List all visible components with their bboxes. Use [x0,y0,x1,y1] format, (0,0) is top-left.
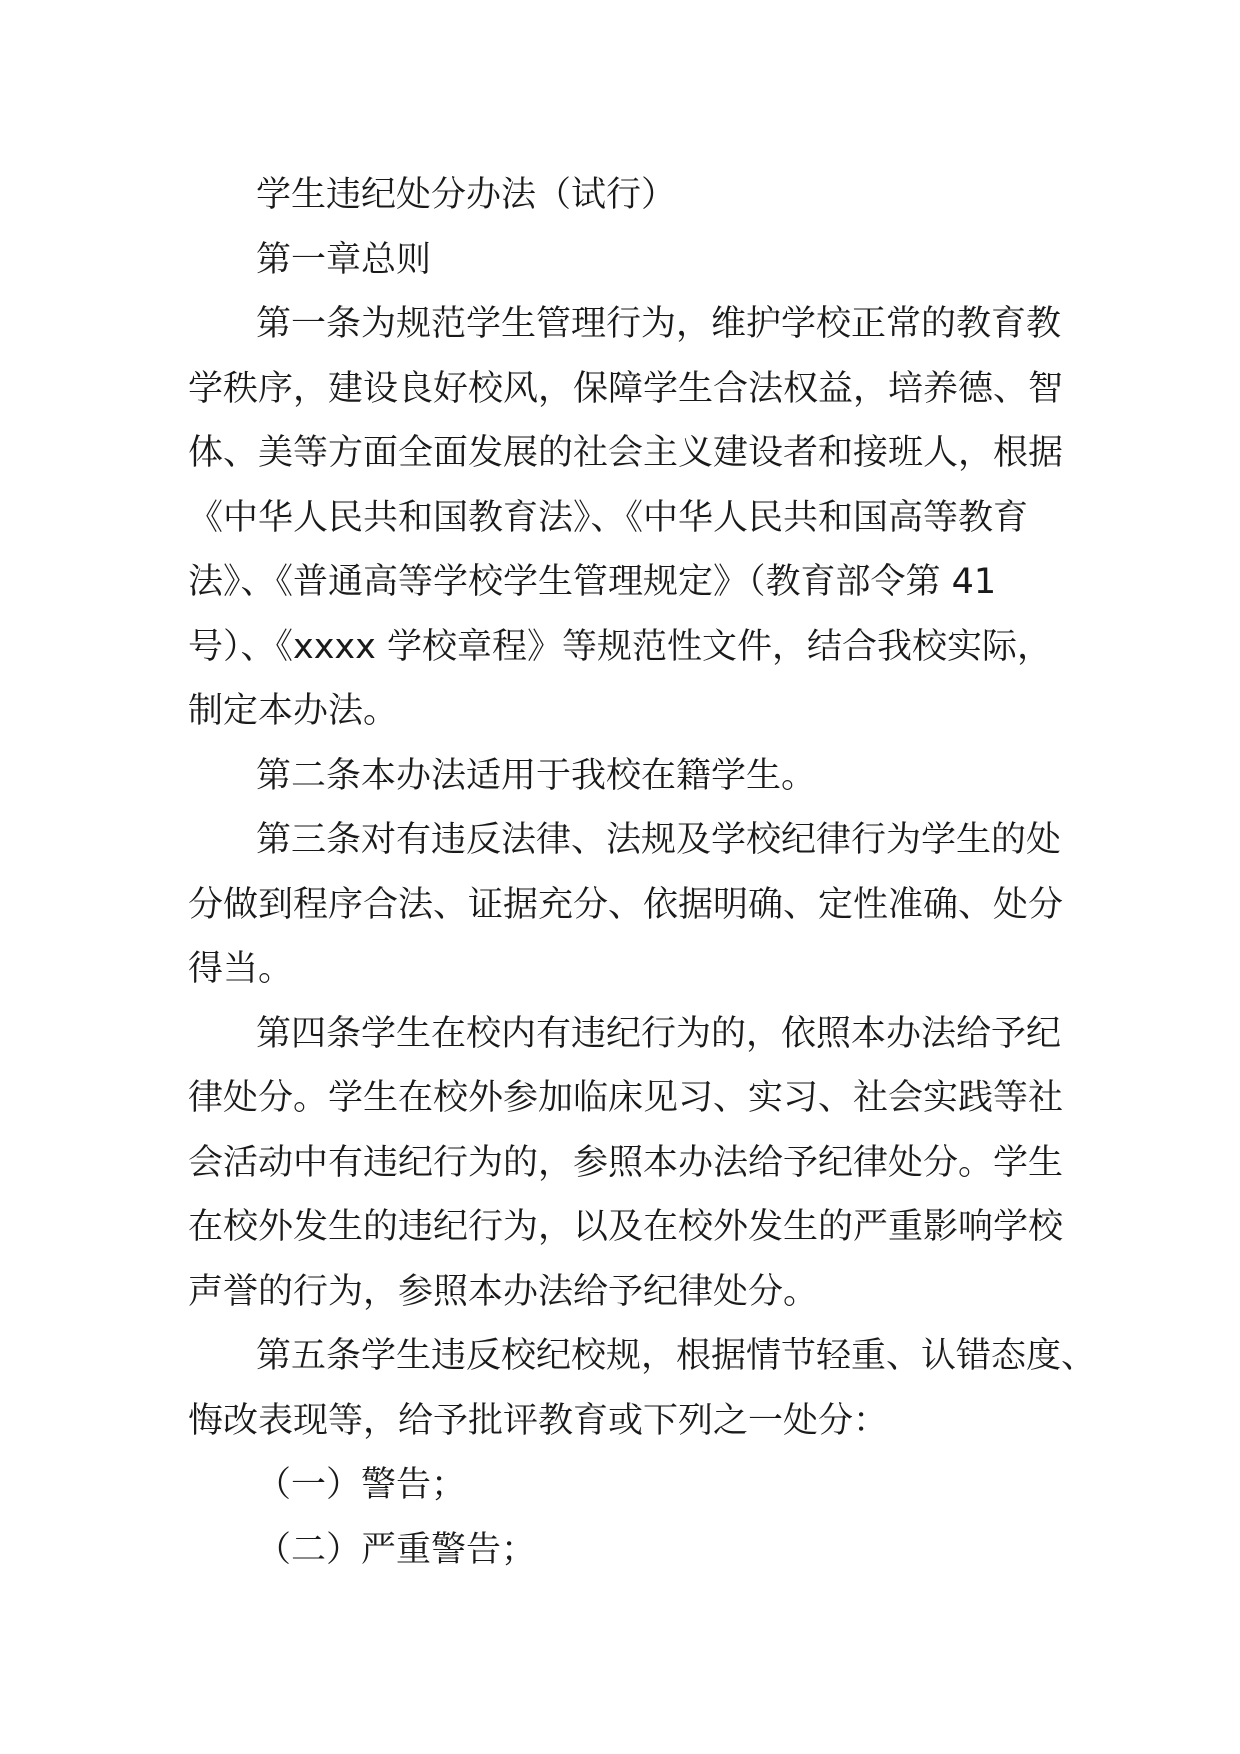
article-line: 会活动中有违纪行为的，参照本办法给予纪律处分。学生 [188,1142,1064,1183]
article-line: 律处分。学生在校外参加临床见习、实习、社会实践等社 [188,1078,1064,1118]
article-5 [188,1324,1097,1453]
article-line: 悔改表现等，给予批评教育或下列之一处分： [188,1400,889,1441]
article-line: 第五条学生违反校纪校规，根据情节轻重、认错态度、 [256,1336,1097,1376]
article-line: 法》、《普通高等学校学生管理规定》（教育部令第 41 [188,562,997,602]
punishment-list [188,1453,1058,1582]
article-line: 声誉的行为，参照本办法给予纪律处分。 [188,1271,819,1312]
list-item: （一）警告； [256,1465,467,1505]
article-line: 第四条学生在校内有违纪行为的，依照本办法给予纪 [256,1013,1062,1054]
article-3 [188,808,1064,1002]
article-line: 第一条为规范学生管理行为，维护学校正常的教育教 [256,304,1062,344]
list-item: （二）严重警告； [256,1529,537,1570]
article-line: 在校外发生的违纪行为，以及在校外发生的严重影响学校 [188,1207,1064,1247]
article-line: 制定本办法。 [188,691,399,731]
article-line: 《中华人民共和国教育法》、《中华人民共和国高等教育 [188,497,1029,538]
document-title: 学生违纪处分办法（试行） [256,175,677,215]
article-line: 得当。 [188,949,294,989]
document-body [188,163,1097,1582]
article-line: 号）、《xxxx 学校章程》等规范性文件，结合我校实际， [188,626,1052,667]
article-2 [188,744,1058,809]
article-4 [188,1002,1064,1325]
article-line: 第二条本办法适用于我校在籍学生。 [256,755,817,796]
chapter-heading: 第一章总则 [256,239,432,280]
article-line: 学秩序，建设良好校风，保障学生合法权益，培养德、智 [188,368,1064,409]
article-line: 第三条对有违反法律、法规及学校纪律行为学生的处 [256,820,1062,860]
article-line: 分做到程序合法、证据充分、依据明确、定性准确、处分 [188,884,1064,925]
article-line: 体、美等方面全面发展的社会主义建设者和接班人，根据 [188,433,1064,473]
article-1 [188,292,1064,744]
